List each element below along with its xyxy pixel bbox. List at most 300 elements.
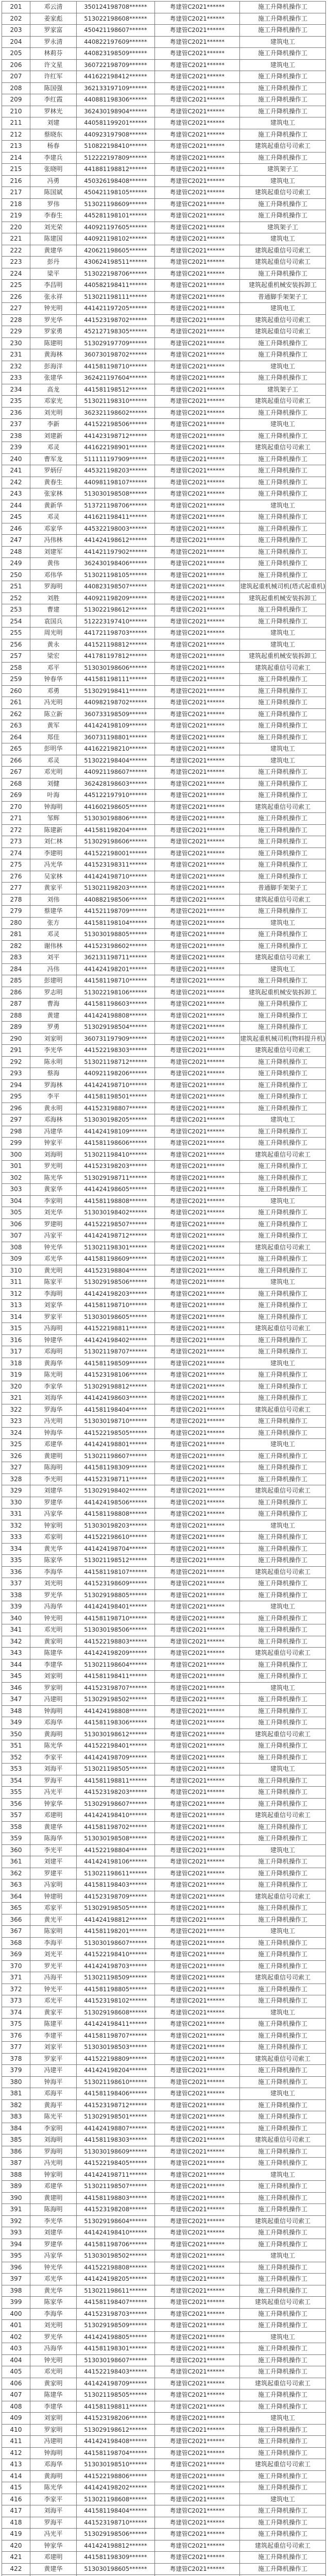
row-number-cell: 301 [2, 1161, 30, 1172]
table-row [2, 964, 326, 976]
table-row [2, 1694, 326, 1706]
id-number-cell: 430624198511****** [77, 257, 155, 268]
certificate-number-cell: 粤建管C2021****** [155, 1068, 240, 1079]
id-number-cell: 513022198612****** [77, 604, 155, 616]
id-number-cell: 441521198709****** [77, 906, 155, 917]
table-row [2, 535, 326, 547]
certificate-number-cell: 粤建管C2021****** [155, 918, 240, 929]
name-cell: 李春生 [30, 210, 77, 222]
certificate-number-cell: 粤建管C2021****** [155, 1799, 240, 1810]
row-number-cell: 349 [2, 1717, 30, 1728]
table-row [2, 1451, 326, 1463]
id-number-cell: 513021198707****** [77, 1346, 155, 1358]
row-number-cell: 228 [2, 315, 30, 326]
certificate-number-cell: 粤建管C2021****** [155, 825, 240, 836]
id-number-cell: 441581198710****** [77, 1300, 155, 1311]
row-number-cell: 238 [2, 431, 30, 442]
job-type-cell: 施工升降机操作工 [240, 1509, 326, 1520]
table-row [2, 1659, 326, 1671]
table-row [2, 1277, 326, 1289]
certificate-number-cell: 粤建管C2021****** [155, 1497, 240, 1509]
table-row [2, 2309, 326, 2320]
id-number-cell: 513030198508****** [77, 488, 155, 500]
job-type-cell: 施工升降机操作工 [240, 2355, 326, 2366]
certificate-number-cell: 粤建管C2021****** [155, 1439, 240, 1450]
certificate-number-cell: 粤建管C2021****** [155, 1045, 240, 1056]
job-type-cell: 施工升降机操作工 [240, 1219, 326, 1230]
table-row [2, 2065, 326, 2077]
certificate-number-cell: 粤建管C2021****** [155, 117, 240, 129]
table-row [2, 1520, 326, 1532]
table-row [2, 442, 326, 454]
id-number-cell: 513021198505****** [77, 1764, 155, 1775]
row-number-cell: 371 [2, 1972, 30, 1984]
table-row [2, 1879, 326, 1891]
job-type-cell: 建筑起重信号司索工 [240, 802, 326, 813]
table-row [2, 1764, 326, 1775]
row-number-cell: 382 [2, 2100, 30, 2111]
job-type-cell: 施工升降机操作工 [240, 1949, 326, 1960]
id-number-cell: 445321198203****** [77, 465, 155, 477]
row-number-cell: 224 [2, 268, 30, 280]
name-cell: 梁宏 [30, 651, 77, 662]
name-cell: 钟家明 [30, 2170, 77, 2181]
job-type-cell: 施工升降机操作工 [240, 1126, 326, 1138]
id-number-cell: 512223197410****** [77, 616, 155, 628]
certificate-number-cell: 粤建管C2021****** [155, 1265, 240, 1277]
job-type-cell: 建筑起重信号司索工 [240, 1149, 326, 1161]
name-cell: 黄光平 [30, 1914, 77, 1926]
id-number-cell: 441424198603****** [77, 1393, 155, 1404]
job-type-cell: 施工升降机操作工 [240, 1879, 326, 1891]
row-number-cell: 341 [2, 1624, 30, 1636]
id-number-cell: 513021198505****** [77, 2389, 155, 2401]
job-type-cell: 施工升降机操作工 [240, 2505, 326, 2517]
id-number-cell: 513022198106****** [77, 987, 155, 998]
table-row [2, 778, 326, 790]
table-row [2, 326, 326, 338]
row-number-cell: 339 [2, 1601, 30, 1613]
row-number-cell: 290 [2, 1033, 30, 1045]
job-type-cell: 施工升降机操作工 [240, 1856, 326, 1868]
job-type-cell: 施工升降机操作工 [240, 1346, 326, 1358]
job-type-cell: 施工升降机操作工 [240, 2158, 326, 2169]
id-number-cell: 513030198710****** [77, 1416, 155, 1427]
table-row [2, 419, 326, 431]
table-row [2, 2007, 326, 2019]
id-number-cell: 441424198801****** [77, 1439, 155, 1450]
job-type-cell: 施工升降机操作工 [240, 2111, 326, 2123]
job-type-cell: 施工升降机操作工 [240, 1938, 326, 1949]
job-type-cell: 施工升降机操作工 [240, 570, 326, 581]
certificate-number-cell: 粤建管C2021****** [155, 813, 240, 824]
certificate-number-cell: 粤建管C2021****** [155, 303, 240, 314]
table-row [2, 1022, 326, 1033]
table-row [2, 2170, 326, 2181]
table-row [2, 292, 326, 303]
id-number-cell: 441424198808****** [77, 1706, 155, 1717]
job-type-cell: 建筑电工 [240, 1277, 326, 1288]
row-number-cell: 395 [2, 2250, 30, 2262]
name-cell: 邓勇 [30, 686, 77, 697]
name-cell: 黄光华 [30, 1544, 77, 1555]
row-number-cell: 318 [2, 1358, 30, 1369]
job-type-cell: 施工升降机操作工 [240, 2529, 326, 2540]
id-number-cell: 441424198805****** [77, 2332, 155, 2343]
certificate-number-cell: 粤建管C2021****** [155, 2146, 240, 2158]
table-row [2, 1393, 326, 1404]
job-type-cell: 建筑电工 [240, 500, 326, 512]
name-cell: 罗勇 [30, 1022, 77, 1033]
row-number-cell: 387 [2, 2158, 30, 2169]
certificate-number-cell: 粤建管C2021****** [155, 1080, 240, 1091]
row-number-cell: 405 [2, 2366, 30, 2378]
certificate-number-cell: 粤建管C2021****** [155, 1114, 240, 1126]
id-number-cell: 441523198703****** [77, 2309, 155, 2320]
name-cell: 钟建明 [30, 1891, 77, 1903]
row-number-cell: 206 [2, 60, 30, 71]
table-row [2, 2413, 326, 2425]
row-number-cell: 210 [2, 106, 30, 117]
row-number-cell: 297 [2, 1114, 30, 1126]
id-number-cell: 441523198609****** [77, 1578, 155, 1589]
certificate-number-cell: 粤建管C2021****** [155, 1891, 240, 1903]
name-cell: 李平 [30, 1091, 77, 1103]
table-row [2, 2505, 326, 2517]
id-number-cell: 441523198807****** [77, 1103, 155, 1114]
name-cell: 邓光明 [30, 767, 77, 778]
name-cell: 李昌明 [30, 280, 77, 291]
job-type-cell: 施工升降机操作工 [240, 2471, 326, 2482]
job-type-cell: 施工升降机操作工 [240, 512, 326, 523]
name-cell: 刘海华 [30, 1393, 77, 1404]
certificate-number-cell: 粤建管C2021****** [155, 1451, 240, 1462]
row-number-cell: 368 [2, 1938, 30, 1949]
table-row [2, 2054, 326, 2065]
name-cell: 黄建明 [30, 2193, 77, 2204]
id-number-cell: 452127198305****** [77, 326, 155, 337]
certificate-number-cell: 粤建管C2021****** [155, 2425, 240, 2436]
row-number-cell: 220 [2, 222, 30, 233]
job-type-cell: 施工升降机操作工 [240, 1694, 326, 1705]
table-row [2, 1439, 326, 1451]
row-number-cell: 263 [2, 720, 30, 732]
name-cell: 陈家华 [30, 1555, 77, 1566]
job-type-cell: 施工升降机操作工 [240, 616, 326, 628]
certificate-number-cell: 粤建管C2021****** [155, 1787, 240, 1798]
job-type-cell: 建筑起重信号司索工 [240, 1404, 326, 1416]
row-number-cell: 231 [2, 349, 30, 361]
name-cell: 刘伟 [30, 894, 77, 906]
certificate-number-cell: 粤建管C2021****** [155, 1509, 240, 1520]
table-row [2, 2181, 326, 2193]
row-number-cell: 354 [2, 1775, 30, 1787]
table-row [2, 2517, 326, 2529]
id-number-cell: 513021198507****** [77, 2181, 155, 2192]
certificate-number-cell: 粤建管C2021****** [155, 743, 240, 755]
name-cell: 冯家明 [30, 1879, 77, 1891]
certificate-number-cell: 粤建管C2021****** [155, 1868, 240, 1879]
name-cell: 刘光明 [30, 408, 77, 419]
job-type-cell: 建筑电工 [240, 1114, 326, 1126]
certificate-number-cell: 粤建管C2021****** [155, 2332, 240, 2343]
certificate-number-cell: 粤建管C2021****** [155, 2366, 240, 2378]
certificate-number-cell: 粤建管C2021****** [155, 755, 240, 767]
table-row [2, 2320, 326, 2332]
id-number-cell: 513029198402****** [77, 1485, 155, 1497]
name-cell: 冯海华 [30, 2343, 77, 2354]
row-number-cell: 272 [2, 825, 30, 836]
table-row [2, 2494, 326, 2506]
name-cell: 彭丹 [30, 257, 77, 268]
id-number-cell: 513029198711****** [77, 1173, 155, 1184]
id-number-cell: 513021198512****** [77, 1555, 155, 1566]
name-cell: 李家平 [30, 2494, 77, 2505]
name-cell: 冯家华 [30, 2250, 77, 2262]
row-number-cell: 351 [2, 1740, 30, 1752]
row-number-cell: 376 [2, 2030, 30, 2042]
name-cell: 黄新华 [30, 500, 77, 512]
table-row [2, 616, 326, 628]
row-number-cell: 269 [2, 790, 30, 801]
id-number-cell: 441523198709****** [77, 1891, 155, 1903]
certificate-number-cell: 粤建管C2021****** [155, 1578, 240, 1589]
table-row [2, 152, 326, 164]
job-type-cell: 建筑电工 [240, 2413, 326, 2424]
certificate-number-cell: 粤建管C2021****** [155, 1671, 240, 1682]
row-number-cell: 385 [2, 2134, 30, 2146]
row-number-cell: 225 [2, 280, 30, 291]
row-number-cell: 399 [2, 2297, 30, 2308]
job-type-cell: 施工升降机操作工 [240, 106, 326, 117]
name-cell: 李家明 [30, 1196, 77, 1207]
table-row [2, 2193, 326, 2205]
row-number-cell: 213 [2, 141, 30, 152]
job-type-cell: 施工升降机操作工 [240, 1057, 326, 1068]
id-number-cell: 441522198809****** [77, 2054, 155, 2065]
job-type-cell: 建筑电工 [240, 918, 326, 929]
id-number-cell: 441581198603****** [77, 998, 155, 1010]
certificate-number-cell: 粤建管C2021****** [155, 1972, 240, 1984]
row-number-cell: 409 [2, 2413, 30, 2424]
name-cell: 高龙 [30, 384, 77, 396]
job-type-cell: 建筑起重机械安装拆卸工 [240, 651, 326, 662]
row-number-cell: 233 [2, 372, 30, 384]
row-number-cell: 344 [2, 1659, 30, 1671]
certificate-number-cell: 粤建管C2021****** [155, 1462, 240, 1473]
row-number-cell: 323 [2, 1416, 30, 1427]
id-number-cell: 513021198607****** [77, 1451, 155, 1462]
row-number-cell: 321 [2, 1393, 30, 1404]
id-number-cell: 513022198608****** [77, 13, 155, 25]
certificate-number-cell: 粤建管C2021****** [155, 2, 240, 13]
table-row [2, 280, 326, 292]
row-number-cell: 381 [2, 2088, 30, 2099]
id-number-cell: 441424198703****** [77, 1961, 155, 1972]
certificate-number-cell: 粤建管C2021****** [155, 257, 240, 268]
name-cell: 罗家平 [30, 2054, 77, 2065]
certificate-number-cell: 粤建管C2021****** [155, 465, 240, 477]
job-type-cell: 施工升降机操作工 [240, 1462, 326, 1473]
name-cell: 陈国强 [30, 83, 77, 94]
job-type-cell: 施工升降机操作工 [240, 778, 326, 790]
table-row [2, 1346, 326, 1358]
job-type-cell: 施工升降机操作工 [240, 71, 326, 82]
name-cell: 邓光明 [30, 1624, 77, 1636]
name-cell: 黄家明 [30, 1636, 77, 1648]
row-number-cell: 309 [2, 1253, 30, 1265]
row-number-cell: 334 [2, 1544, 30, 1555]
job-type-cell: 建筑起重信号司索工 [240, 187, 326, 198]
certificate-number-cell: 粤建管C2021****** [155, 1822, 240, 1833]
row-number-cell: 370 [2, 1961, 30, 1972]
table-row [2, 1555, 326, 1567]
name-cell: 李红霞 [30, 94, 77, 106]
table-row [2, 477, 326, 489]
id-number-cell: 440823198507****** [77, 581, 155, 592]
table-row [2, 743, 326, 755]
certificate-number-cell: 粤建管C2021****** [155, 2401, 240, 2413]
row-number-cell: 300 [2, 1149, 30, 1161]
table-row [2, 338, 326, 350]
job-type-cell: 建筑起重信号司索工 [240, 1045, 326, 1056]
name-cell: 李家明 [30, 2123, 77, 2134]
name-cell: 冯伟林 [30, 535, 77, 546]
table-row [2, 1253, 326, 1265]
certificate-number-cell: 粤建管C2021****** [155, 2193, 240, 2204]
table-row [2, 1671, 326, 1683]
certificate-number-cell: 粤建管C2021****** [155, 500, 240, 512]
row-number-cell: 306 [2, 1219, 30, 1230]
job-type-cell: 建筑起重信号司索工 [240, 952, 326, 963]
certificate-number-cell: 粤建管C2021****** [155, 558, 240, 569]
table-row [2, 1995, 326, 2007]
certificate-number-cell: 粤建管C2021****** [155, 2459, 240, 2470]
certificate-number-cell: 粤建管C2021****** [155, 338, 240, 349]
job-type-cell: 建筑电工 [240, 1601, 326, 1613]
name-cell: 钟光华 [30, 2262, 77, 2274]
certificate-number-cell: 粤建管C2021****** [155, 2007, 240, 2019]
name-cell: 冯建明 [30, 2436, 77, 2447]
id-number-cell: 513021198611****** [77, 2285, 155, 2297]
table-row [2, 558, 326, 570]
id-number-cell: 441523198712****** [77, 2100, 155, 2111]
job-type-cell: 施工升降机操作工 [240, 1300, 326, 1311]
certificate-number-cell: 粤建管C2021****** [155, 593, 240, 604]
row-number-cell: 418 [2, 2517, 30, 2529]
name-cell: 李光华 [30, 1045, 77, 1056]
id-number-cell: 441581198303****** [77, 2134, 155, 2146]
row-number-cell: 345 [2, 1671, 30, 1682]
job-type-cell: 建筑起重信号司索工 [240, 1242, 326, 1253]
id-number-cell: 441424198401****** [77, 1601, 155, 1613]
id-number-cell: 441424198709****** [77, 1752, 155, 1764]
certificate-number-cell: 粤建管C2021****** [155, 1590, 240, 1601]
id-number-cell: 513022198404****** [77, 755, 155, 767]
table-row [2, 755, 326, 767]
certificate-number-cell: 粤建管C2021****** [155, 1717, 240, 1728]
name-cell: 彭建明 [30, 975, 77, 987]
row-number-cell: 295 [2, 1091, 30, 1103]
certificate-number-cell: 粤建管C2021****** [155, 396, 240, 407]
table-row [2, 2019, 326, 2030]
name-cell: 郑佳 [30, 732, 77, 743]
table-row [2, 1845, 326, 1857]
certificate-number-cell: 粤建管C2021****** [155, 941, 240, 952]
job-type-cell: 施工升降机操作工 [240, 697, 326, 708]
name-cell: 陈立新 [30, 709, 77, 720]
table-row [2, 2448, 326, 2460]
id-number-cell: 440882198506****** [77, 894, 155, 906]
certificate-number-cell: 粤建管C2021****** [155, 2262, 240, 2274]
certificate-number-cell: 粤建管C2021****** [155, 210, 240, 222]
name-cell: 冯光平 [30, 1787, 77, 1798]
row-number-cell: 343 [2, 1648, 30, 1659]
job-type-cell: 施工升降机操作工 [240, 1590, 326, 1601]
row-number-cell: 396 [2, 2262, 30, 2274]
name-cell: 冯建明 [30, 1694, 77, 1705]
id-number-cell: 441424198808****** [77, 1010, 155, 1022]
job-type-cell: 施工升降机操作工 [240, 975, 326, 987]
job-type-cell: 施工升降机操作工 [240, 129, 326, 141]
table-row [2, 2355, 326, 2367]
row-number-cell: 302 [2, 1173, 30, 1184]
name-cell: 黄海林 [30, 349, 77, 361]
id-number-cell: 441581198301****** [77, 2343, 155, 2354]
table-row [2, 1613, 326, 1625]
certificate-number-cell: 粤建管C2021****** [155, 2436, 240, 2447]
job-type-cell: 施工升降机操作工 [240, 2239, 326, 2250]
job-type-cell: 施工升降机操作工 [240, 859, 326, 871]
table-row [2, 1196, 326, 1208]
id-number-cell: 441581198111****** [77, 674, 155, 685]
certificate-number-cell: 粤建管C2021****** [155, 1752, 240, 1764]
job-type-cell: 建筑电工 [240, 2250, 326, 2262]
id-number-cell: 441581198808****** [77, 1196, 155, 1207]
id-number-cell: 441522198806****** [77, 2471, 155, 2482]
table-row [2, 117, 326, 129]
name-cell: 林莉芬 [30, 48, 77, 59]
certificate-number-cell: 粤建管C2021****** [155, 836, 240, 848]
certificate-number-cell: 粤建管C2021****** [155, 488, 240, 500]
table-row [2, 1114, 326, 1126]
id-number-cell: 513021198509****** [77, 1972, 155, 1984]
row-number-cell: 307 [2, 1230, 30, 1242]
table-row [2, 1462, 326, 1474]
id-number-cell: 440921198209****** [77, 593, 155, 604]
name-cell: 陈永明 [30, 1057, 77, 1068]
row-number-cell: 310 [2, 1265, 30, 1277]
name-cell: 黄建明 [30, 1451, 77, 1462]
certificate-number-cell: 粤建管C2021****** [155, 1300, 240, 1311]
name-cell: 李海平 [30, 1938, 77, 1949]
row-number-cell: 317 [2, 1346, 30, 1358]
certificate-number-cell: 粤建管C2021****** [155, 94, 240, 106]
id-number-cell: 362321198602****** [77, 408, 155, 419]
table-row [2, 71, 326, 83]
job-type-cell: 建筑起重信号司索工 [240, 2134, 326, 2146]
table-row [2, 767, 326, 778]
certificate-number-cell: 粤建管C2021****** [155, 1624, 240, 1636]
name-cell: 刘家明 [30, 2413, 77, 2424]
name-cell: 钟春华 [30, 674, 77, 685]
table-row [2, 2425, 326, 2436]
name-cell: 李建明 [30, 848, 77, 859]
id-number-cell: 513029198411****** [77, 686, 155, 697]
certificate-number-cell: 粤建管C2021****** [155, 2227, 240, 2239]
table-row [2, 1799, 326, 1810]
id-number-cell: 513030198205****** [77, 1114, 155, 1126]
